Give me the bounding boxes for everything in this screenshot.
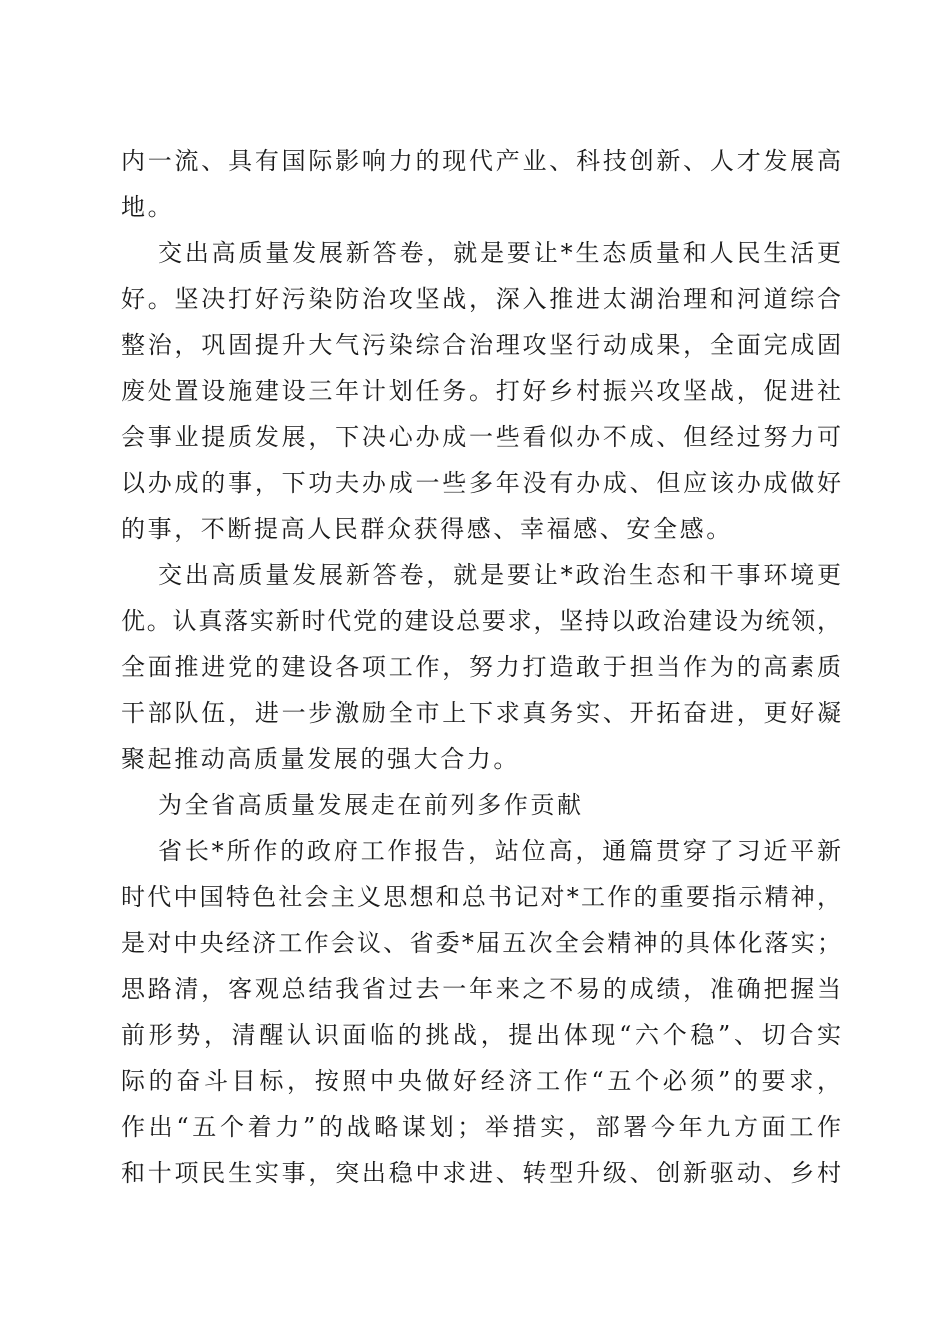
text-line: 内一流、具有国际影响力的现代产业、科技创新、人才发展高 <box>121 147 841 175</box>
text-line: 和十项民生实事，突出稳中求进、转型升级、创新驱动、乡村 <box>121 1159 841 1187</box>
text-line: 会事业提质发展，下决心办成一些看似办不成、但经过努力可 <box>121 423 841 451</box>
text-line: 际的奋斗目标，按照中央做好经济工作“五个必须”的要求， <box>121 1067 841 1095</box>
text-line: 好。坚决打好污染防治攻坚战，深入推进太湖治理和河道综合 <box>121 285 841 313</box>
text-line: 思路清，客观总结我省过去一年来之不易的成绩，准确把握当 <box>121 975 841 1003</box>
paragraph-first-line: 省长*所作的政府工作报告，站位高，通篇贯穿了习近平新 <box>158 837 841 865</box>
paragraph-first-line: 交出高质量发展新答卷，就是要让*政治生态和干事环境更 <box>158 561 841 589</box>
text-line: 地。 <box>121 193 175 221</box>
text-line: 以办成的事，下功夫办成一些多年没有办成、但应该办成做好 <box>121 469 841 497</box>
text-line: 全面推进党的建设各项工作，努力打造敢于担当作为的高素质 <box>121 653 841 681</box>
text-line: 优。认真落实新时代党的建设总要求，坚持以政治建设为统领， <box>121 607 841 635</box>
paragraph-first-line: 交出高质量发展新答卷，就是要让*生态质量和人民生活更 <box>158 239 841 267</box>
text-line: 作出“五个着力”的战略谋划；举措实，部署今年九方面工作 <box>121 1113 841 1141</box>
text-line: 时代中国特色社会主义思想和总书记对*工作的重要指示精神， <box>121 883 841 911</box>
text-line: 聚起推动高质量发展的强大合力。 <box>121 745 520 773</box>
section-heading: 为全省高质量发展走在前列多作贡献 <box>158 791 584 819</box>
text-line: 整治，巩固提升大气污染综合治理攻坚行动成果，全面完成固 <box>121 331 841 359</box>
text-line: 干部队伍，进一步激励全市上下求真务实、开拓奋进，更好凝 <box>121 699 841 727</box>
text-line: 前形势，清醒认识面临的挑战，提出体现“六个稳”、切合实 <box>121 1021 841 1049</box>
text-line: 废处置设施建设三年计划任务。打好乡村振兴攻坚战，促进社 <box>121 377 841 405</box>
text-line: 的事，不断提高人民群众获得感、幸福感、安全感。 <box>121 515 733 543</box>
text-line: 是对中央经济工作会议、省委*届五次全会精神的具体化落实； <box>121 929 841 957</box>
